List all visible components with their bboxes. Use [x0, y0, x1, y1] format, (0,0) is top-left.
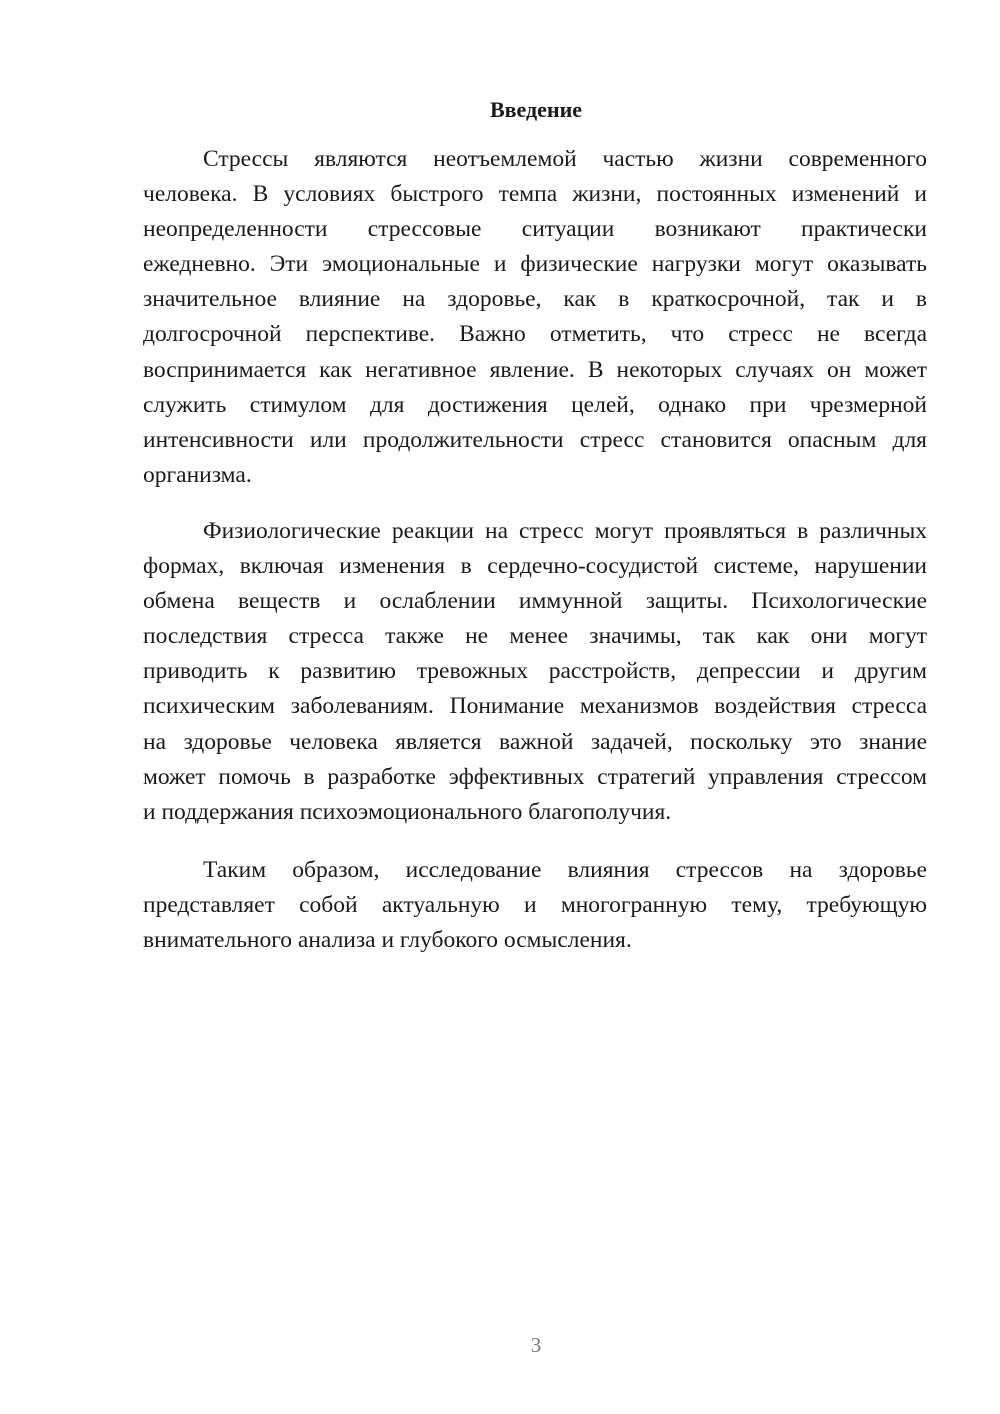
text-line: долгосрочной перспективе. Важно отметить, что стресс не всегда: [143, 321, 927, 348]
text-line: организма.: [143, 461, 252, 488]
text-line: последствия стресса также не менее значимы, так как они могут: [143, 623, 927, 650]
text-line: человека. В условиях быстрого темпа жизни, постоянных изменений и: [143, 181, 927, 208]
paragraph-physiological: [143, 514, 927, 830]
text-line: ежедневно. Эти эмоциональные и физические нагрузки могут оказывать: [143, 251, 927, 278]
text-line: обмена веществ и ослаблении иммунной защиты. Психологические: [143, 588, 927, 615]
text-line: на здоровье человека является важной задачей, поскольку это знание: [143, 728, 927, 755]
page-number: 3: [530, 1333, 542, 1357]
text-line: служить стимулом для достижения целей, однако при чрезмерной: [143, 391, 927, 418]
text-line: значительное влияние на здоровье, как в краткосрочной, так и в: [143, 286, 927, 313]
text-line: Таким образом, исследование влияния стрессов на здоровье: [203, 857, 927, 883]
text-line: Стрессы являются неотъемлемой частью жизни современного: [203, 146, 927, 172]
text-line: воспринимается как негативное явление. В некоторых случаях он может: [143, 356, 927, 383]
text-line: психическим заболеваниям. Понимание механизмов воздействия стресса: [143, 693, 927, 720]
text-line: интенсивности или продолжительности стресс становится опасным для: [143, 426, 927, 453]
text-line: внимательного анализа и глубокого осмысления.: [143, 927, 632, 954]
text-line: приводить к развитию тревожных расстройств, депрессии и другим: [143, 658, 927, 685]
text-line: и поддержания психоэмоционального благополучия.: [143, 798, 672, 825]
text-line: представляет собой актуальную и многогранную тему, требующую: [143, 892, 927, 919]
paragraph-conclusion: [143, 853, 927, 958]
text-line: может помочь в разработке эффективных стратегий управления стрессом: [143, 763, 927, 790]
text-line: формах, включая изменения в сердечно-сосудистой системе, нарушении: [143, 553, 927, 580]
paragraph-intro: [143, 142, 927, 493]
section-title: Введение: [489, 97, 583, 122]
text-line: неопределенности стрессовые ситуации возникают практически: [143, 216, 927, 243]
text-line: Физиологические реакции на стресс могут проявляться в различных: [203, 518, 927, 544]
